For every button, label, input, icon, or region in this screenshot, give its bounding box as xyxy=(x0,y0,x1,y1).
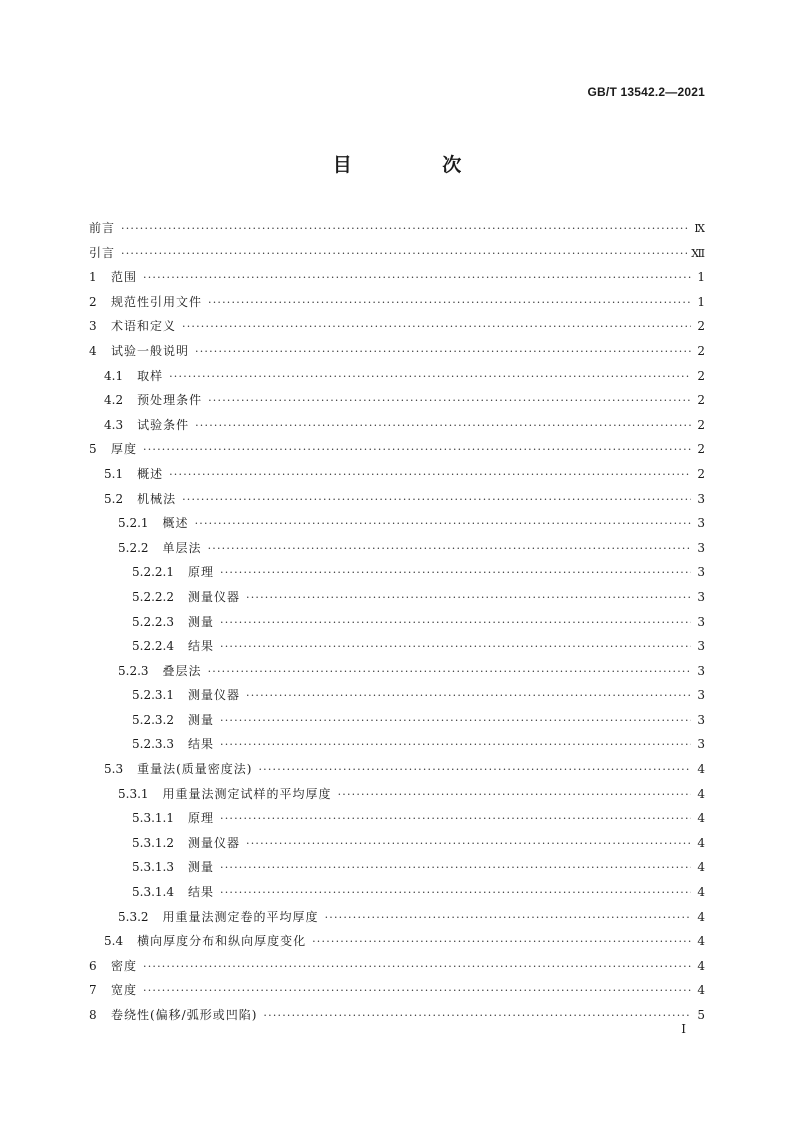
toc-dot-leader xyxy=(258,758,691,783)
toc-entry-number: 5.2.2.3 xyxy=(132,614,174,629)
toc-entry-number: 7 xyxy=(89,983,97,998)
toc-entry[interactable] xyxy=(89,1003,705,1028)
toc-entry-title: 测量仪器 xyxy=(187,688,240,703)
toc-entry-number: 5.2.2.1 xyxy=(132,565,174,580)
toc-entry-page: 4 xyxy=(697,983,705,998)
toc-dot-leader xyxy=(208,660,691,685)
toc-entry[interactable] xyxy=(89,634,705,659)
toc-entry-title: 结果 xyxy=(187,639,214,654)
toc-entry[interactable] xyxy=(89,806,705,831)
toc-entry-number: 5.2 xyxy=(104,491,124,506)
toc-entry-number: 8 xyxy=(89,1008,97,1022)
toc-entry[interactable] xyxy=(89,757,705,782)
toc-dot-leader xyxy=(220,561,691,586)
toc-entry-title: 规范性引用文件 xyxy=(111,294,203,309)
toc-entry[interactable] xyxy=(89,855,705,880)
toc-entry-page: 1 xyxy=(697,270,705,285)
toc-dot-leader xyxy=(143,438,691,463)
toc-entry-page: 2 xyxy=(697,319,705,334)
toc-dot-leader xyxy=(220,635,691,660)
toc-entry-number: 5.2.3.1 xyxy=(132,688,174,703)
toc-dot-leader xyxy=(246,684,691,709)
toc-entry-page: 4 xyxy=(697,762,705,777)
toc-entry-page: 4 xyxy=(697,786,705,801)
toc-entry-page: 3 xyxy=(697,516,705,531)
toc-entry-title: 宽度 xyxy=(111,983,138,998)
toc-entry-title: 预处理条件 xyxy=(137,393,203,408)
toc-entry[interactable] xyxy=(89,831,705,856)
toc-entry-title: 用重量法测定卷的平均厚度 xyxy=(162,909,319,924)
toc-entry-title: 概述 xyxy=(162,516,189,531)
toc-dot-leader xyxy=(312,930,691,955)
toc-entry-title: 概述 xyxy=(137,466,164,481)
toc-entry-title: 结果 xyxy=(187,737,214,752)
toc-entry-title: 术语和定义 xyxy=(111,319,177,334)
toc-entry-page: 3 xyxy=(697,614,705,629)
toc-entry-number: 2 xyxy=(89,294,97,309)
toc-dot-leader xyxy=(246,586,691,611)
table-of-contents xyxy=(89,216,705,1028)
toc-entry-title: 测量 xyxy=(187,860,214,875)
toc-dot-leader xyxy=(195,414,691,439)
toc-entry-title: 重量法(质量密度法) xyxy=(137,762,253,777)
page-title: 目 次 xyxy=(332,154,504,176)
toc-entry-title: 机械法 xyxy=(137,491,177,506)
toc-entry-number: 1 xyxy=(89,270,97,285)
toc-dot-leader xyxy=(208,537,691,562)
toc-entry-page: 4 xyxy=(697,958,705,973)
toc-entry-page: 3 xyxy=(697,737,705,752)
toc-entry[interactable] xyxy=(89,536,705,561)
toc-entry-number: 5.3.1.4 xyxy=(132,885,174,900)
toc-entry-number: 5.2.1 xyxy=(118,516,149,531)
toc-entry-page: Ⅻ xyxy=(691,246,705,260)
toc-entry-page: 3 xyxy=(697,540,705,555)
toc-dot-leader xyxy=(121,217,690,242)
toc-dot-leader xyxy=(220,709,691,734)
toc-entry-title: 横向厚度分布和纵向厚度变化 xyxy=(137,934,307,949)
toc-entry-number: 5.3.1.1 xyxy=(132,811,174,826)
toc-entry-number: 5 xyxy=(89,442,97,457)
toc-entry-page: 4 xyxy=(697,909,705,924)
toc-dot-leader xyxy=(246,832,691,857)
toc-entry-number: 5.3.1.3 xyxy=(132,860,174,875)
toc-entry[interactable] xyxy=(89,462,705,487)
toc-entry-page: 3 xyxy=(697,491,705,506)
toc-dot-leader xyxy=(208,389,691,414)
toc-entry-title: 厚度 xyxy=(111,442,138,457)
toc-entry-page: 4 xyxy=(697,885,705,900)
toc-entry-page: 3 xyxy=(697,712,705,727)
toc-entry-number: 5.3 xyxy=(104,762,124,777)
toc-entry-number: 3 xyxy=(89,319,97,334)
toc-entry-title: 卷绕性(偏移/弧形或凹陷) xyxy=(111,1008,258,1022)
toc-entry-page: 4 xyxy=(697,860,705,875)
toc-dot-leader xyxy=(143,266,691,291)
toc-entry-page: 5 xyxy=(697,1008,705,1022)
toc-entry[interactable] xyxy=(89,929,705,954)
toc-dot-leader xyxy=(338,783,691,808)
toc-entry-page: 4 xyxy=(697,811,705,826)
toc-entry-page: 3 xyxy=(697,688,705,703)
toc-entry-page: 2 xyxy=(697,343,705,358)
toc-dot-leader xyxy=(195,512,691,537)
toc-entry[interactable] xyxy=(89,782,705,807)
toc-entry[interactable] xyxy=(89,560,705,585)
toc-entry-number: 5.2.3.2 xyxy=(132,712,174,727)
toc-entry-title: 用重量法测定试样的平均厚度 xyxy=(162,786,332,801)
toc-entry-number: 5.2.2.4 xyxy=(132,639,174,654)
toc-dot-leader xyxy=(220,807,691,832)
toc-entry-number: 5.2.2.2 xyxy=(132,589,174,604)
toc-entry-page: 2 xyxy=(697,417,705,432)
toc-dot-leader xyxy=(263,1004,691,1029)
toc-entry-title: 叠层法 xyxy=(162,663,202,678)
toc-dot-leader xyxy=(182,315,691,340)
toc-entry-title: 原理 xyxy=(187,565,214,580)
toc-entry[interactable] xyxy=(89,339,705,364)
toc-entry-number: 5.2.2 xyxy=(118,540,149,555)
toc-entry-page: 2 xyxy=(697,466,705,481)
toc-entry-page: 2 xyxy=(697,442,705,457)
toc-entry[interactable] xyxy=(89,413,705,438)
toc-dot-leader xyxy=(169,463,691,488)
toc-entry-title: 单层法 xyxy=(162,540,202,555)
toc-entry-number: 4.2 xyxy=(104,393,124,408)
toc-entry-page: 3 xyxy=(697,589,705,604)
toc-entry-number: 4.1 xyxy=(104,368,124,383)
toc-dot-leader xyxy=(325,906,691,931)
toc-entry-page: 2 xyxy=(697,393,705,408)
toc-entry-number: 4.3 xyxy=(104,417,124,432)
toc-entry[interactable] xyxy=(89,954,705,979)
toc-entry[interactable] xyxy=(89,364,705,389)
standard-code: GB/T 13542.2—2021 xyxy=(587,85,705,99)
toc-entry-page: 3 xyxy=(697,639,705,654)
toc-dot-leader xyxy=(169,365,691,390)
toc-entry-title: 引言 xyxy=(89,245,116,260)
toc-entry[interactable] xyxy=(89,216,705,241)
toc-dot-leader xyxy=(220,611,691,636)
toc-entry[interactable] xyxy=(89,708,705,733)
toc-entry[interactable] xyxy=(89,290,705,315)
toc-entry-title: 密度 xyxy=(111,958,138,973)
toc-entry-number: 5.2.3.3 xyxy=(132,737,174,752)
toc-entry-title: 范围 xyxy=(111,270,138,285)
toc-entry[interactable] xyxy=(89,659,705,684)
toc-dot-leader xyxy=(220,881,691,906)
toc-entry-number: 5.3.1.2 xyxy=(132,835,174,850)
toc-entry-page: 2 xyxy=(697,368,705,383)
toc-entry-title: 测量 xyxy=(187,614,214,629)
toc-entry[interactable] xyxy=(89,314,705,339)
toc-entry[interactable] xyxy=(89,241,705,266)
toc-entry[interactable] xyxy=(89,880,705,905)
toc-entry[interactable] xyxy=(89,978,705,1003)
toc-dot-leader xyxy=(143,979,691,1004)
toc-entry-number: 5.3.2 xyxy=(118,909,149,924)
toc-entry-title: 测量仪器 xyxy=(187,589,240,604)
toc-entry-title: 试验一般说明 xyxy=(111,343,190,358)
toc-dot-leader xyxy=(220,733,691,758)
toc-entry-title: 取样 xyxy=(137,368,164,383)
toc-entry-title: 前言 xyxy=(89,221,116,235)
toc-entry-title: 结果 xyxy=(187,885,214,900)
toc-entry[interactable] xyxy=(89,732,705,757)
toc-entry-title: 试验条件 xyxy=(137,417,190,432)
toc-entry-page: 3 xyxy=(697,565,705,580)
toc-entry[interactable] xyxy=(89,388,705,413)
toc-entry[interactable] xyxy=(89,487,705,512)
toc-entry-page: 4 xyxy=(697,835,705,850)
toc-entry-number: 4 xyxy=(89,343,97,358)
toc-entry-page: 4 xyxy=(697,934,705,949)
toc-entry-title: 测量 xyxy=(187,712,214,727)
toc-entry-number: 5.3.1 xyxy=(118,786,149,801)
toc-entry[interactable] xyxy=(89,905,705,930)
toc-entry[interactable] xyxy=(89,265,705,290)
toc-entry-number: 5.1 xyxy=(104,466,124,481)
toc-dot-leader xyxy=(143,955,691,980)
toc-entry-number: 5.4 xyxy=(104,934,124,949)
toc-entry[interactable] xyxy=(89,683,705,708)
toc-entry-number: 5.2.3 xyxy=(118,663,149,678)
toc-entry-page: 1 xyxy=(697,294,705,309)
toc-entry[interactable] xyxy=(89,585,705,610)
toc-entry-page: Ⅸ xyxy=(694,222,705,235)
toc-entry-page: 3 xyxy=(697,663,705,678)
toc-entry[interactable] xyxy=(89,610,705,635)
toc-entry[interactable] xyxy=(89,511,705,536)
footer-page-number: I xyxy=(681,1022,686,1036)
toc-entry-title: 测量仪器 xyxy=(187,835,240,850)
toc-entry[interactable] xyxy=(89,437,705,462)
toc-entry-number: 6 xyxy=(89,958,97,973)
toc-entry-title: 原理 xyxy=(187,811,214,826)
toc-dot-leader xyxy=(182,488,691,513)
toc-dot-leader xyxy=(195,340,691,365)
toc-dot-leader xyxy=(208,291,691,316)
toc-dot-leader xyxy=(220,856,691,881)
toc-dot-leader xyxy=(121,242,687,267)
